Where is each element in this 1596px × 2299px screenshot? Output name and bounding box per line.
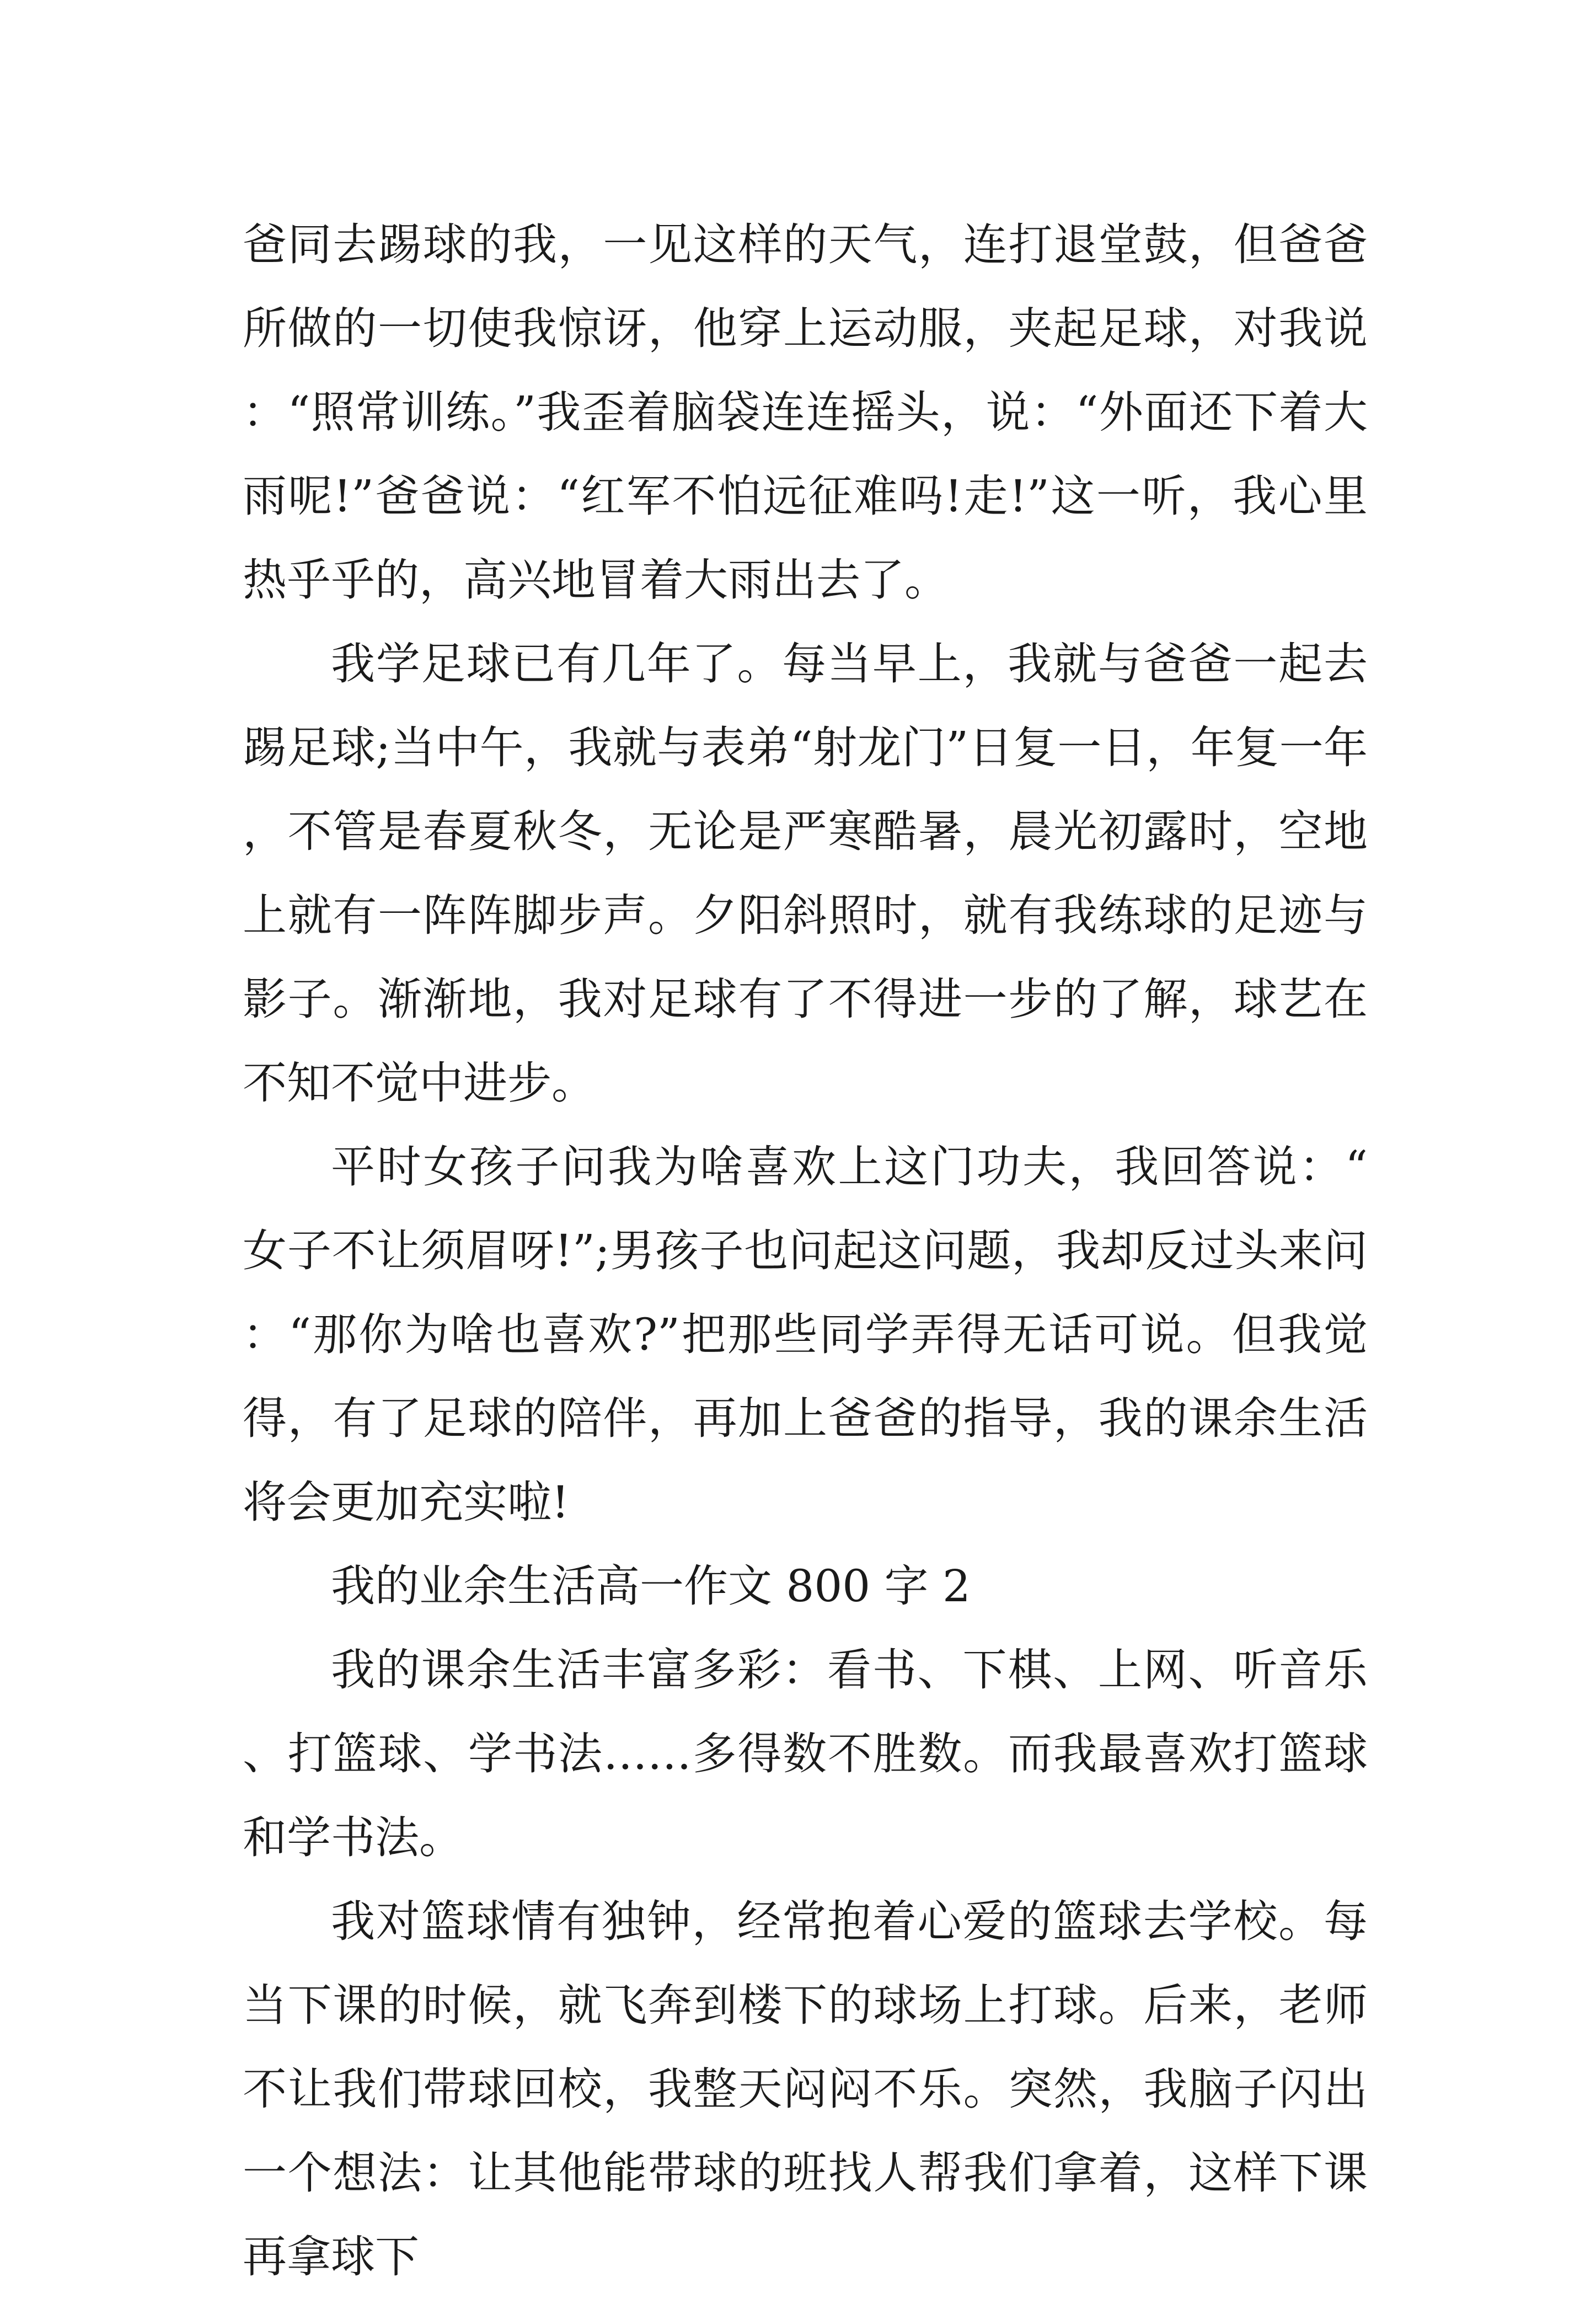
document-body (243, 203, 1368, 2299)
paragraph-girls-ask: 平时女孩子问我为啥喜欢上这门功夫，我回答说：“女子不让须眉呀!”;男孩子也问起这问题，我却反过头来问：“那你为啥也喜欢?”把那些同学弄得无话可说。但我觉得，有了足球的陪伴，再加上爸爸的指导，我的课余生活将会更加充实啦! (243, 1141, 1368, 1528)
paragraph-football-practice: 我学足球已有几年了。每当早上，我就与爸爸一起去踢足球;当中午，我就与表弟“射龙门”日复一日，年复一年，不管是春夏秋冬，无论是严寒酷暑，晨光初露时，空地上就有一阵阵脚步声。夕阳斜照时，就有我练球的足迹与影子。渐渐地，我对足球有了不得进一步的了解，球艺在不知不觉中进步。 (243, 638, 1368, 1109)
paragraph-hobbies: 我的课余生活丰富多彩：看书、下棋、上网、听音乐、打篮球、学书法……多得数不胜数。而我最喜欢打篮球和学书法。 (243, 1644, 1368, 1863)
paragraph-continuation: 爸同去踢球的我，一见这样的天气，连打退堂鼓，但爸爸所做的一切使我惊讶，他穿上运动服，夹起足球，对我说：“照常训练。”我歪着脑袋连连摇头，说：“外面还下着大雨呢!”爸爸说：“红军不怕远征难吗!走!”这一听，我心里热乎乎的，高兴地冒着大雨出去了。 (243, 219, 1368, 606)
essay-title-2: 我的业余生活高一作文 800 字 2 (331, 1560, 971, 1612)
paragraph-basketball: 我对篮球情有独钟，经常抱着心爱的篮球去学校。每当下课的时候，就飞奔到楼下的球场上打球。后来，老师不让我们带球回校，我整天闷闷不乐。突然，我脑子闪出一个想法：让其他能带球的班找人帮我们拿着，这样下课再拿球下 (243, 1896, 1368, 2282)
